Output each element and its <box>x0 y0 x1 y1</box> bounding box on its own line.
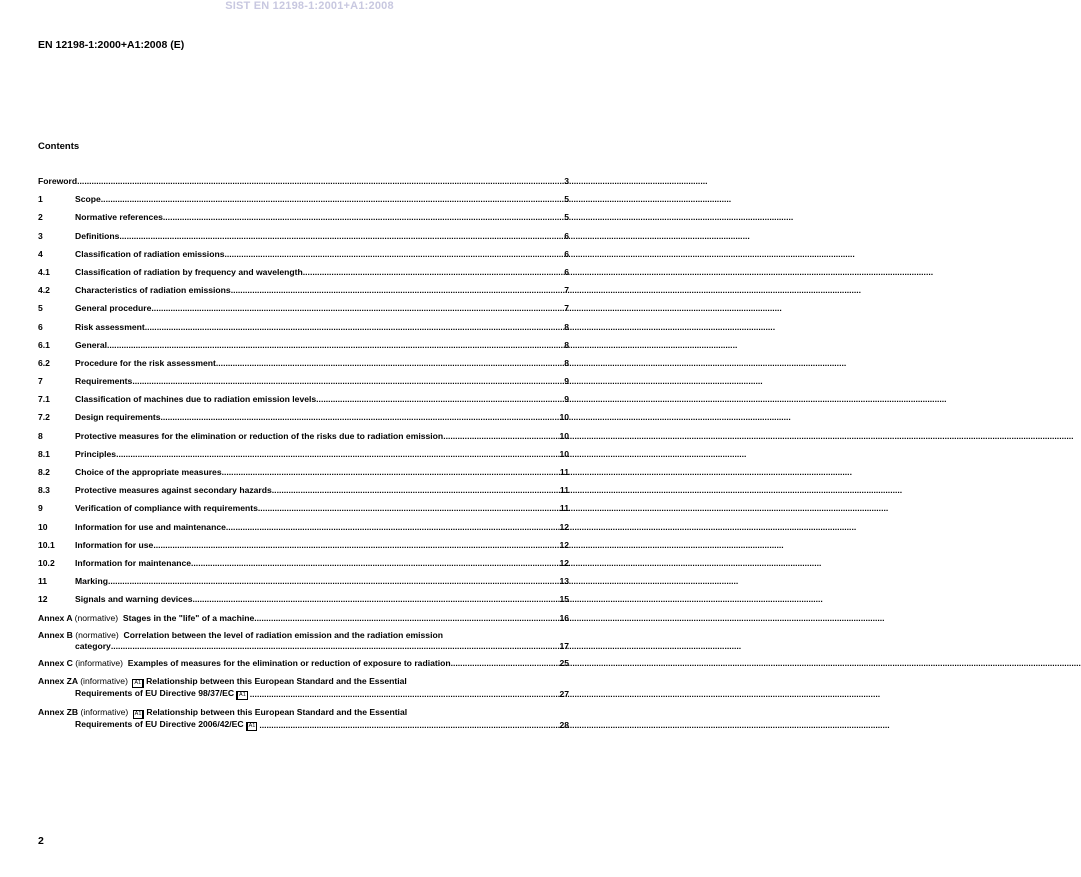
annex-page: 28 <box>559 720 569 731</box>
toc-entry-title: General <box>75 339 108 350</box>
toc-annex-a[interactable] <box>38 613 569 624</box>
amendment-start-icon: A1 <box>133 710 145 719</box>
dot-leader <box>153 540 559 551</box>
amendment-end-icon: A1 <box>246 722 258 731</box>
dot-leader <box>192 594 559 605</box>
dot-leader <box>101 194 564 205</box>
toc-entry[interactable] <box>38 412 569 423</box>
toc-entry-page: 12 <box>559 539 569 550</box>
toc-entry-title: Marking <box>75 576 108 587</box>
toc-entry-page: 8 <box>564 357 569 368</box>
toc-entry-number: 8.3 <box>38 485 50 496</box>
annex-title-cont: category <box>75 640 111 651</box>
dot-leader <box>226 522 560 533</box>
toc-entry-title: General procedure <box>75 303 152 314</box>
toc-entry-page: 5 <box>564 194 569 205</box>
toc-entry-number: 10 <box>38 521 48 532</box>
dot-leader <box>119 231 564 242</box>
toc-entry-title: Procedure for the risk assessment <box>75 357 216 368</box>
toc-entry-page: 13 <box>559 576 569 587</box>
toc-entry[interactable] <box>38 558 569 569</box>
annex-kind: (informative) <box>80 675 128 686</box>
toc-entry[interactable] <box>38 358 569 369</box>
toc-entry[interactable] <box>38 394 569 405</box>
toc-entry[interactable] <box>38 231 569 242</box>
toc-entry-page: 9 <box>564 376 569 387</box>
toc-entry-number: 11 <box>38 576 48 587</box>
dot-leader <box>303 267 564 278</box>
toc-entry-number: 6 <box>38 321 43 332</box>
dot-leader <box>191 558 559 569</box>
toc-list <box>38 176 569 605</box>
toc-entry[interactable] <box>38 467 569 478</box>
toc-entry-title: Foreword <box>38 176 78 186</box>
toc-entry[interactable] <box>38 249 569 260</box>
toc-annex-c[interactable] <box>38 658 569 669</box>
annex-page: 25 <box>559 658 569 669</box>
toc-entry[interactable] <box>38 485 569 496</box>
annex-label: Annex A <box>38 612 73 623</box>
toc-entry-title: Choice of the appropriate measures <box>75 467 222 477</box>
toc-entry-number: 8.1 <box>38 448 50 459</box>
amendment-end-icon: A1 <box>236 691 248 700</box>
toc-entry-page: 6 <box>564 266 569 277</box>
annex-label: Annex ZB <box>38 706 79 717</box>
annex-label: Annex ZA <box>38 675 78 686</box>
toc-entry-title: Requirements <box>75 376 133 387</box>
toc-entry-page: 8 <box>564 321 569 332</box>
toc-entry-title: Information for use <box>75 539 154 550</box>
toc-entry[interactable] <box>38 431 569 442</box>
toc-entry-number: 5 <box>38 303 43 314</box>
amendment-start-icon: A1 <box>132 679 144 688</box>
dot-leader <box>116 449 559 460</box>
toc-entry-number: 6.2 <box>38 357 50 368</box>
document-header: EN 12198-1:2000+A1:2008 (E) <box>38 39 185 51</box>
toc-entry-number: 1 <box>38 194 43 205</box>
dot-leader <box>258 503 560 514</box>
toc-entry-number: 8.2 <box>38 467 50 477</box>
toc-entry[interactable] <box>38 176 569 187</box>
toc-entry-title: Classification of radiation by frequency and wavelength <box>75 266 303 277</box>
dot-leader <box>132 376 564 387</box>
dot-leader <box>77 176 564 187</box>
toc-entry-number: 7.2 <box>38 412 50 423</box>
toc-annex-za[interactable] <box>38 676 569 700</box>
annex-kind: (normative) <box>75 630 119 641</box>
annex-label: Annex B <box>38 630 73 641</box>
toc-entry-number: 7.1 <box>38 394 50 405</box>
toc-entry[interactable] <box>38 285 569 296</box>
toc-entry-page: 7 <box>564 303 569 314</box>
toc-entry-number: 12 <box>38 594 48 605</box>
annex-label: Annex C <box>38 658 73 669</box>
toc-entry[interactable] <box>38 340 569 351</box>
toc-entry-title: Normative references <box>75 212 163 223</box>
toc-entry-page: 10 <box>559 448 569 459</box>
annex-title-cont: Requirements of EU Directive 98/37/EC <box>75 687 235 698</box>
annex-page: 27 <box>559 689 569 700</box>
toc-entry-number: 4.2 <box>38 285 50 296</box>
toc-entry[interactable] <box>38 303 569 314</box>
annex-title: Stages in the "life" of a machine <box>122 612 255 623</box>
annex-page: 17 <box>559 640 569 651</box>
toc-entry-page: 6 <box>564 230 569 241</box>
annex-title: Relationship between this European Standard and the Essential <box>146 706 408 717</box>
annex-page: 16 <box>559 612 569 623</box>
dot-leader <box>259 720 559 731</box>
dot-leader <box>250 689 560 700</box>
toc-entry-page: 12 <box>559 557 569 568</box>
annex-kind: (informative) <box>80 706 129 717</box>
toc-entry[interactable] <box>38 194 569 205</box>
toc-entry-title: Definitions <box>75 230 120 241</box>
dot-leader <box>163 212 564 223</box>
toc-entry-title: Signals and warning devices <box>75 594 193 605</box>
annex-title-cont: Requirements of EU Directive 2006/42/EC <box>75 718 244 729</box>
contents-title: Contents <box>38 141 80 152</box>
dot-leader <box>108 576 559 587</box>
annex-title: Relationship between this European Standard and the Essential <box>146 675 407 686</box>
toc-entry-number: 2 <box>38 212 43 223</box>
toc-entry-page: 15 <box>559 594 569 605</box>
toc-entry-page: 11 <box>559 503 569 514</box>
dot-leader <box>224 249 564 260</box>
toc-entry-number: 4.1 <box>38 266 50 277</box>
toc-entry-number: 7 <box>38 376 43 387</box>
toc-entry-page: 9 <box>564 394 569 405</box>
toc-annex-zb[interactable] <box>38 707 569 731</box>
dot-leader <box>216 358 564 369</box>
dot-leader <box>272 485 560 496</box>
annex-kind: (normative) <box>74 612 119 623</box>
dot-leader <box>111 641 560 652</box>
annex-kind: (informative) <box>75 658 124 669</box>
toc-entry-number: 10.2 <box>38 557 55 568</box>
table-of-contents <box>38 176 569 738</box>
toc-entry-page: 11 <box>559 467 569 477</box>
toc-entry-title: Verification of compliance with requirements <box>75 503 258 514</box>
dot-leader <box>451 658 560 669</box>
dot-leader <box>222 467 560 478</box>
toc-entry-page: 8 <box>564 339 569 350</box>
dot-leader <box>316 394 564 405</box>
toc-entry-number: 9 <box>38 503 43 514</box>
toc-entry-title: Principles <box>75 448 117 459</box>
toc-entry-title: Information for maintenance <box>75 557 192 568</box>
toc-entry-page: 10 <box>559 412 569 423</box>
toc-entry-title: Characteristics of radiation emissions <box>75 285 231 296</box>
toc-entry[interactable] <box>38 576 569 587</box>
toc-entry-page: 10 <box>559 430 569 441</box>
toc-annex-b[interactable] <box>38 630 569 651</box>
toc-entry-title: Protective measures against secondary hazards <box>75 485 272 496</box>
toc-entry-title: Scope <box>75 194 101 205</box>
toc-entry-page: 12 <box>559 521 569 532</box>
toc-entry-page: 11 <box>559 485 569 496</box>
toc-entry-number: 3 <box>38 230 43 241</box>
dot-leader <box>254 613 559 624</box>
toc-entry-number: 6.1 <box>38 339 50 350</box>
dot-leader <box>443 431 559 442</box>
toc-entry-title: Risk assessment <box>75 321 145 332</box>
dot-leader <box>145 322 564 333</box>
toc-entry[interactable] <box>38 522 569 533</box>
dot-leader <box>151 303 564 314</box>
toc-entry-page: 6 <box>564 248 569 259</box>
toc-entry[interactable] <box>38 594 569 605</box>
toc-entry-page: 3 <box>564 176 569 186</box>
toc-entry[interactable] <box>38 322 569 333</box>
toc-entry-number: 10.1 <box>38 539 55 550</box>
toc-entry-title: Protective measures for the elimination or reduction of the risks due to radiation emission <box>75 430 444 441</box>
dot-leader <box>231 285 565 296</box>
page-number: 2 <box>38 835 44 847</box>
toc-entry[interactable] <box>38 449 569 460</box>
watermark: SIST EN 12198-1:2001+A1:2008 <box>225 0 394 12</box>
toc-entry[interactable] <box>38 267 569 278</box>
annex-title: Correlation between the level of radiation emission and the radiation emission <box>123 630 443 641</box>
toc-entry[interactable] <box>38 376 569 387</box>
toc-entry-title: Design requirements <box>75 412 161 423</box>
toc-entry-title: Classification of machines due to radiation emission levels <box>75 394 317 405</box>
toc-entry-title: Classification of radiation emissions <box>75 248 225 259</box>
toc-entry[interactable] <box>38 212 569 223</box>
dot-leader <box>107 340 564 351</box>
annex-title: Examples of measures for the elimination or reduction of exposure to radiation <box>127 658 451 669</box>
toc-entry-title: Information for use and maintenance <box>75 521 226 532</box>
toc-entry-number: 4 <box>38 248 43 259</box>
toc-entry[interactable] <box>38 503 569 514</box>
toc-entry-number: 8 <box>38 430 43 441</box>
toc-entry[interactable] <box>38 540 569 551</box>
dot-leader <box>160 412 559 423</box>
toc-entry-page: 5 <box>564 212 569 223</box>
toc-entry-page: 7 <box>564 285 569 296</box>
